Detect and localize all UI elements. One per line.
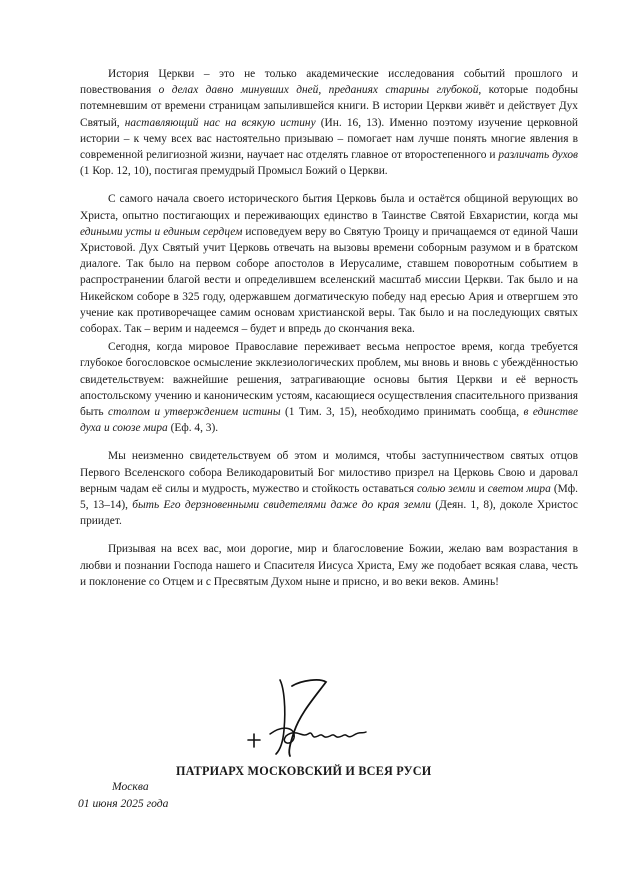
- paragraph-4: [80, 448, 578, 529]
- text-run: (1 Тим. 3, 15), необходимо принимать сообща,: [280, 406, 524, 419]
- quote-italic: быть Его дерзновенными свидетелями даже до края земли: [132, 499, 431, 512]
- text-run: История Церкви – это не только академические исследования событий прошлого и повествования: [80, 68, 578, 97]
- quote-italic: столпом и утверждением истины: [108, 406, 281, 419]
- text-run: и: [475, 482, 488, 495]
- text-run: (Еф. 4, 3).: [167, 422, 219, 435]
- quote-italic: различать духов: [498, 149, 578, 162]
- letter-body: [80, 66, 578, 592]
- text-run: Мы неизменно свидетельствуем об этом и молимся, чтобы заступничеством святых отцов Первого Вселенского собора Великодаровитый Бог милостиво призрел на Церковь Свою и даровал верным чадам её силы и мудрость, мужество и стойкость оставаться: [80, 450, 578, 495]
- quote-italic: солью земли: [417, 482, 476, 495]
- text-run: (Мф. 5, 13–14),: [80, 482, 578, 512]
- letter-date: 01 июня 2025 года: [78, 797, 169, 810]
- paragraph-3: [80, 339, 578, 436]
- text-run: исповедуем веру во Святую Троицу и причащаемся от единой Чаши Христовой. Дух Святый учит Церковь отвечать на вызовы времени соборным разумом и в братском диалоге. Так было на первом соборе апостолов в Иерусалиме, ставшем поворотным событием в распространении благой вести и определившем вселенский масштаб миссии Церкви. Так было и на Никейском соборе в 325 году, одержавшем догматическую победу над ересью Ария и отвергшем это учение как противоречащее самим основам христианской веры. Так было и на последующих святых соборах. Так – верим и надеемся – будет и впредь до скончания века.: [80, 225, 578, 336]
- quote-italic: едиными усты и единым сердцем: [80, 225, 243, 238]
- text-run: Сегодня, когда мировое Православие переживает весьма непростое время, когда требуется глубокое богословское осмысление экклезиологических проблем, мы вновь и вновь с убеждённостью свидетельствуем: важнейшие решения, затрагивающие основы бытия Церкви и её верность апостольскому учению и каноническим устоям, касающиеся осуществления спасительного призвания быть: [80, 341, 578, 419]
- text-run: (1 Кор. 12, 10), постигая премудрый Промысл Божий о Церкви.: [80, 165, 388, 178]
- paragraph-2: [80, 191, 578, 337]
- signer-title: ПАТРИАРХ МОСКОВСКИЙ И ВСЕЯ РУСИ: [176, 764, 432, 778]
- text-run: (Деян. 1, 8), доколе Христос приидет.: [80, 499, 578, 528]
- text-run: (Ин. 16, 13). Именно поэтому изучение церковной истории – к чему всех вас настоятельно призываю – помогает нам лучше понять многие явления в современной религиозной жизни, научает нас отделять главное от второстепенного и: [80, 116, 578, 162]
- paragraph-5: [80, 541, 578, 590]
- place-name: Москва: [112, 780, 149, 793]
- quote-italic: о делах давно минувших дней, преданиях старины глубокой: [158, 84, 479, 97]
- paragraph-1: [80, 66, 578, 179]
- text-run: Призывая на всех вас, мои дорогие, мир и благословение Божии, желаю вам возрастания в любви и познании Господа нашего и Спасителя Иисуса Христа, Ему же подобает всякая слава, честь и поклонение со Отцем и с Пресвятым Духом ныне и присно, и во веки веков. Аминь!: [80, 543, 578, 588]
- handwritten-signature: [240, 668, 370, 760]
- quote-italic: в единстве духа и союзе мира: [80, 406, 579, 435]
- quote-italic: наставляющий нас на всякую истину: [124, 116, 316, 129]
- quote-italic: светом мира: [487, 482, 551, 495]
- text-run: С самого начала своего исторического бытия Церковь была и остаётся общиной верующих во Христа, опытно постигающих и переживающих единство в Таинстве Святой Евхаристии, когда мы: [80, 193, 578, 222]
- text-run: , которые подобны потемневшим от времени страницам запылившейся книги. В истории Церкви живёт и действует Дух Святый,: [80, 84, 578, 129]
